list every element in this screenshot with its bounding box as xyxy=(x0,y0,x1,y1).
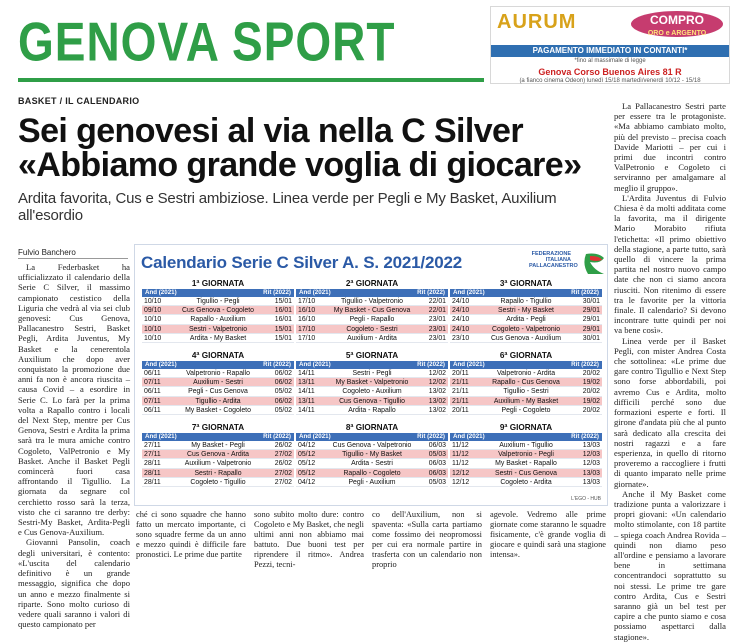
andata-date: 04/12 xyxy=(298,478,316,486)
match-teams: Tigullio - Ardita xyxy=(195,397,241,405)
article-subhead: Ardita favorita, Cus e Sestri ambiziose. Linea verde per Pegli e My Basket, Auxilium all'esordio xyxy=(18,190,557,224)
match-teams: Cus Genova - Ardita xyxy=(186,451,250,459)
ritorno-date: 22/01 xyxy=(428,307,446,315)
matchday-column-header xyxy=(142,361,294,369)
andata-date: 17/10 xyxy=(298,325,316,333)
matchday-title: 4ª GIORNATA xyxy=(191,351,245,360)
andata-date: 11/12 xyxy=(452,451,469,459)
matchday-column-header xyxy=(450,289,602,297)
match-row xyxy=(296,306,448,315)
and-label: And (2021) xyxy=(453,433,485,440)
ad-payment-banner: PAGAMENTO IMMEDIATO IN CONTANTI* xyxy=(491,45,729,57)
match-teams: Tigullio - Valpetronio xyxy=(340,298,404,305)
right-paragraph: Anche il My Basket come tradizione punta a valorizzare i propri giovani: «Un calendario molto stimolante, con 18 partite – spiega coach Andrea Rovida – quindi non diamo peso all'ordine e pensiamo a lavorare bene in settimana concentrandoci soprattutto su noi stessi. Le prime tre gare contro Ardita, Cus e Sestri saranno già un bel test per capire a che punto siamo e cosa possiamo aspettarci dalla stagione». xyxy=(614,488,726,642)
match-row xyxy=(296,334,448,343)
ritorno-date: 20/02 xyxy=(582,388,600,396)
match-teams: My Basket - Cogoleto xyxy=(185,406,251,414)
masthead-title: GENOVA SPORT xyxy=(18,11,396,73)
match-teams: Cogoleto - Auxilium xyxy=(342,388,402,396)
match-teams: Sestri - Valpetronio xyxy=(188,325,248,333)
match-teams: Sestri - Rapallo xyxy=(194,469,242,477)
matchday-column-header xyxy=(296,289,448,297)
matchday-block xyxy=(450,279,602,343)
match-row xyxy=(296,406,448,415)
andata-date: 17/10 xyxy=(298,298,316,305)
match-teams: Rapallo - Cus Genova xyxy=(492,379,560,387)
andata-date: 12/12 xyxy=(452,469,470,477)
match-teams: Sestri - Cus Genova xyxy=(494,469,558,477)
andata-date: 06/11 xyxy=(144,388,161,396)
rit-label: Rit (2022) xyxy=(417,361,445,368)
ad-address: Genova Corso Buenos Aires 81 R xyxy=(538,67,682,77)
article-left-column xyxy=(18,262,130,630)
match-row xyxy=(450,306,602,315)
andata-date: 21/11 xyxy=(452,379,469,387)
andata-date: 24/10 xyxy=(452,316,470,324)
right-paragraph: Linea verde per il Basket Pegli, con mister Andrea Costa che sottolinea: «Le prime due gare contro Tigullio e Next Step sono forse abbordabili, poi avremo Cus e Ardita, molto difficili perché sono due formazioni esperte e forti. Il girone d'andata più che al punto sarà dedicato alla crescita dei nostri ragazzi e a fare esperienza, in quello di ritorno proveremo a raccogliere i frutti di quanto imparato nelle prime giornate». xyxy=(614,335,726,489)
match-teams: My Basket - Pegli xyxy=(191,442,245,449)
and-label: And (2021) xyxy=(145,433,177,440)
andata-date: 14/11 xyxy=(298,406,315,414)
andata-date: 27/11 xyxy=(144,451,161,459)
andata-date: 09/10 xyxy=(144,307,162,315)
matchday-column-header xyxy=(450,361,602,369)
match-teams: Valpetronio - Ardita xyxy=(496,370,556,377)
match-row xyxy=(450,297,602,306)
match-teams: Rapallo - Auxilium xyxy=(190,316,246,324)
ritorno-date: 05/03 xyxy=(428,478,446,486)
andata-date: 05/12 xyxy=(298,469,316,477)
matchday-title: 7ª GIORNATA xyxy=(191,423,245,432)
andata-date: 07/11 xyxy=(144,397,161,405)
andata-date: 27/11 xyxy=(144,442,161,449)
match-teams: Pegli - Rapallo xyxy=(349,316,395,324)
andata-date: 12/12 xyxy=(452,478,470,486)
rit-label: Rit (2022) xyxy=(571,361,599,368)
ritorno-date: 26/02 xyxy=(274,460,292,468)
and-label: And (2021) xyxy=(453,289,485,296)
match-row xyxy=(450,478,602,487)
ritorno-date: 16/01 xyxy=(274,307,292,315)
match-teams: Tigullio - Sestri xyxy=(503,388,549,396)
matchday-block xyxy=(450,423,602,487)
rit-label: Rit (2022) xyxy=(571,433,599,440)
calendar-title: Calendario Serie C Silver A. S. 2021/2022 xyxy=(141,253,462,272)
ritorno-date: 20/02 xyxy=(582,406,600,414)
match-teams: My Basket - Cus Genova xyxy=(333,307,411,315)
ritorno-date: 05/02 xyxy=(274,406,292,414)
ritorno-date: 30/01 xyxy=(582,334,600,342)
andata-date: 14/11 xyxy=(298,370,315,377)
match-teams: My Basket - Valpetronio xyxy=(335,379,409,387)
headline-line-1: Sei genovesi al via nella C Silver xyxy=(18,112,523,150)
match-row xyxy=(450,334,602,343)
andata-date: 17/10 xyxy=(298,334,316,342)
ritorno-date: 13/02 xyxy=(428,406,446,414)
match-teams: Ardita - Sestri xyxy=(351,460,393,468)
match-row xyxy=(142,325,294,334)
andata-date: 14/11 xyxy=(298,388,315,396)
federation-logo-icon xyxy=(550,250,606,278)
match-teams: Cus Genova - Cogoleto xyxy=(181,307,254,315)
ritorno-date: 05/02 xyxy=(274,388,292,396)
ritorno-date: 12/03 xyxy=(582,460,600,468)
ritorno-date: 05/03 xyxy=(428,451,446,459)
match-teams: Cogoleto - Valpetronio xyxy=(491,325,561,333)
rit-label: Rit (2022) xyxy=(263,289,291,296)
graphic-credit: L'EGO - HUB xyxy=(571,496,601,502)
andata-date: 06/11 xyxy=(144,406,161,414)
match-teams: Sestri - Pegli xyxy=(352,370,392,377)
andata-date: 23/10 xyxy=(452,334,470,342)
match-row xyxy=(296,459,448,468)
ritorno-date: 15/01 xyxy=(274,298,292,305)
matchday-column-header xyxy=(450,433,602,441)
match-teams: Rapallo - Cogoleto xyxy=(343,469,401,477)
match-teams: Cogoleto - Ardita xyxy=(500,478,552,486)
match-row xyxy=(450,325,602,334)
ritorno-date: 12/03 xyxy=(582,451,600,459)
match-teams: Ardita - Rapallo xyxy=(348,406,396,414)
article-right-column xyxy=(614,101,726,642)
ritorno-date: 12/02 xyxy=(428,370,446,377)
match-row xyxy=(296,397,448,406)
ritorno-date: 06/02 xyxy=(274,370,292,377)
match-row xyxy=(142,459,294,468)
article-byline: Fulvio Banchero xyxy=(18,248,128,259)
match-row xyxy=(296,325,448,334)
andata-date: 28/11 xyxy=(144,478,161,486)
ritorno-date: 19/02 xyxy=(582,397,600,405)
and-label: And (2021) xyxy=(145,289,177,296)
left-paragraph: Giovanni Pansolin, coach degli universitari, è contento: «L'uscita del calendario definitivo è un grande messaggio, significa che dopo un anno e mezzo finalmente si riparte. Sono molto curioso di vedere quali saranno i valori di questo campionato per xyxy=(18,537,130,630)
match-teams: Cus Genova - Valpetronio xyxy=(332,442,412,449)
matchday-block xyxy=(450,351,602,415)
match-row xyxy=(142,478,294,487)
and-label: And (2021) xyxy=(299,289,331,296)
matchday-title: 1ª GIORNATA xyxy=(191,279,245,288)
match-row xyxy=(296,315,448,324)
andata-date: 06/11 xyxy=(144,370,161,377)
andata-date: 21/11 xyxy=(452,388,469,396)
match-row xyxy=(142,406,294,415)
bottom-column-2: sono subito molto dure: contro Cogoleto e My Basket, che negli ultimi anni non abbiamo mai battuto. Due buoni test per riprendere il ritmo». Andrea Pezzi, tecni- xyxy=(254,510,364,569)
matchday-title: 2ª GIORNATA xyxy=(345,279,399,288)
matchday-block xyxy=(296,351,448,415)
match-row xyxy=(142,450,294,459)
ritorno-date: 12/02 xyxy=(428,379,446,387)
match-row xyxy=(450,469,602,478)
match-teams: Ardita - Pegli xyxy=(506,316,546,324)
rit-label: Rit (2022) xyxy=(571,289,599,296)
andata-date: 20/11 xyxy=(452,406,469,414)
matchday-title: 6ª GIORNATA xyxy=(499,351,553,360)
ritorno-date: 15/01 xyxy=(274,334,292,342)
article-headline xyxy=(18,114,608,182)
ad-badge-title: COMPRO xyxy=(650,13,704,27)
match-teams: Auxilium - Sestri xyxy=(193,379,243,387)
match-row xyxy=(142,297,294,306)
ad-badge-subtitle: ORO e ARGENTO xyxy=(647,30,707,37)
match-teams: Valpetronio - Pegli xyxy=(498,451,554,459)
matchday-block xyxy=(142,351,294,415)
ritorno-date: 23/01 xyxy=(428,334,446,342)
match-row xyxy=(142,441,294,450)
match-row xyxy=(450,406,602,415)
andata-date: 13/11 xyxy=(298,379,315,387)
match-teams: Cogoleto - Sestri xyxy=(346,325,398,333)
match-row xyxy=(142,397,294,406)
and-label: And (2021) xyxy=(299,361,331,368)
ritorno-date: 23/01 xyxy=(428,316,446,324)
match-row xyxy=(450,378,602,387)
matchday-block xyxy=(142,423,294,487)
ritorno-date: 20/02 xyxy=(582,370,600,377)
ritorno-date: 29/01 xyxy=(582,307,600,315)
ritorno-date: 27/02 xyxy=(274,478,292,486)
andata-date: 24/10 xyxy=(452,307,470,315)
right-paragraph: L'Ardita Juventus di Fulvio Chiesa è da molti additata come la favorita, ma il dirigente Mario Morabito rifiuta l'etichetta: «Il primo obiettivo della stagione, a parte tutto, sarà quello di vincere la prima partita nel nostro nuovo campo date che non ci siamo ancora riusciti. Non ritenimo di essere tra le favorite per la vittoria finale. Il calendario? Si devono incontrare tutte quindi per noi va bene così». xyxy=(614,192,726,336)
andata-date: 16/10 xyxy=(298,316,316,324)
ritorno-date: 29/01 xyxy=(582,325,600,333)
match-row xyxy=(296,297,448,306)
calendar-graphic xyxy=(134,244,608,506)
andata-date: 16/10 xyxy=(298,307,316,315)
ritorno-date: 22/01 xyxy=(428,298,446,305)
match-row xyxy=(296,469,448,478)
and-label: And (2021) xyxy=(145,361,177,368)
match-row xyxy=(296,378,448,387)
ad-fine-print: *fino al massimale di legge xyxy=(574,58,646,64)
and-label: And (2021) xyxy=(299,433,331,440)
ritorno-date: 30/01 xyxy=(582,298,600,305)
ritorno-date: 06/02 xyxy=(274,397,292,405)
match-teams: Pegli - Auxilium xyxy=(348,478,396,486)
bottom-column-3: co dell'Auxilium, non si spaventa: «Sulla carta partiamo come fossimo dei neopromossi per cui era normale partire in trasferta con un calendario non proprio xyxy=(372,510,482,569)
ritorno-date: 13/02 xyxy=(428,388,446,396)
match-row xyxy=(450,387,602,396)
ritorno-date: 06/03 xyxy=(428,442,446,449)
andata-date: 28/11 xyxy=(144,469,161,477)
ritorno-date: 29/01 xyxy=(582,316,600,324)
ad-badge xyxy=(631,11,723,37)
ritorno-date: 13/03 xyxy=(582,469,600,477)
match-teams: Auxilium - Ardita xyxy=(347,334,397,342)
left-paragraph: La Federbasket ha ufficializzato il calendario della Serie C Silver, il massimo campionato cestistico della Liguria che vedrà al via sei club genovesi: Cus Genova, Pallacanestro Sestri, Basket Pegli, Ardita Juventus, My Basket e la cenerentola Auxilium che dopo aver conquistato la promozione due anni fa non è ancora riuscita – causa Covid – a esordire in Serie C. Lo farà per la prima volta a Rapallo contro i locali del Next Step, mentre per Cus Genova, Sestri e Ardita la prima sarà tra le mura amiche contro Cogoleto, ValPetronio e My Basket. Anche il Basket Pegli comincerà fuori casa affrontando il Tigullio. La giornata da segnare col cerchietto rosso sarà la terza, visto che ci saranno tre derby: Sestri-My Basket, Ardita-Pegli e Cus Genova-Auxilium. xyxy=(18,262,130,538)
match-teams: Cogoleto - Tigullio xyxy=(190,478,246,486)
match-row xyxy=(450,315,602,324)
match-row xyxy=(296,387,448,396)
ritorno-date: 23/01 xyxy=(428,325,446,333)
masthead-rule xyxy=(18,78,484,82)
ad-brand-logo: AURUM xyxy=(497,11,577,33)
match-teams: Auxilium - Valpetronio xyxy=(184,460,252,468)
match-row xyxy=(450,397,602,406)
match-row xyxy=(142,334,294,343)
matchday-column-header xyxy=(296,433,448,441)
andata-date: 10/10 xyxy=(144,316,162,324)
rit-label: Rit (2022) xyxy=(417,433,445,440)
matchday-column-header xyxy=(142,289,294,297)
advertisement xyxy=(490,6,730,84)
bottom-column-1: ché ci sono squadre che hanno fatto un mercato importante, ci sono squadre ferme da un anno e mezzo quindi è difficile fare pronostici. Le prime due partite xyxy=(136,510,246,559)
match-teams: Pegli - Cogoleto xyxy=(501,406,551,414)
matchday-title: 9ª GIORNATA xyxy=(499,423,553,432)
match-row xyxy=(450,459,602,468)
bottom-column-4: agevole. Vedremo alle prime giornate come staranno le squadre fisicamente, c'è grande voglia di giocare e quindi sarà una stagione intensa». xyxy=(490,510,606,559)
andata-date: 10/10 xyxy=(144,334,162,342)
ritorno-date: 27/02 xyxy=(274,469,292,477)
match-row xyxy=(142,378,294,387)
ritorno-date: 27/02 xyxy=(274,451,292,459)
match-row xyxy=(296,450,448,459)
andata-date: 10/10 xyxy=(144,298,162,305)
match-teams: Sestri - My Basket xyxy=(498,307,554,315)
ritorno-date: 13/03 xyxy=(582,442,600,449)
match-teams: Ardita - My Basket xyxy=(189,334,247,342)
rit-label: Rit (2022) xyxy=(263,433,291,440)
rit-label: Rit (2022) xyxy=(417,289,445,296)
match-row xyxy=(142,369,294,378)
andata-date: 11/12 xyxy=(452,460,469,468)
matchday-column-header xyxy=(142,433,294,441)
andata-date: 24/10 xyxy=(452,325,470,333)
rit-label: Rit (2022) xyxy=(263,361,291,368)
andata-date: 21/11 xyxy=(452,397,469,405)
match-teams: Auxilium - My Basket xyxy=(493,397,559,405)
matchday-block xyxy=(296,279,448,343)
matchday-title: 3ª GIORNATA xyxy=(499,279,553,288)
match-teams: Valpetronio - Rapallo xyxy=(186,370,250,377)
ritorno-date: 26/02 xyxy=(274,442,292,449)
match-teams: Rapallo - Tigullio xyxy=(500,298,552,305)
andata-date: 05/12 xyxy=(298,460,316,468)
matchday-block xyxy=(296,423,448,487)
match-row xyxy=(450,441,602,450)
match-teams: Auxilium - Tigullio xyxy=(499,442,553,449)
ritorno-date: 06/02 xyxy=(274,379,292,387)
ritorno-date: 13/03 xyxy=(582,478,600,486)
andata-date: 20/11 xyxy=(452,370,469,377)
ad-hours: (a fianco cinema Odeon) lunedì 15/18 martedì/venerdì 10/12 - 15/18 xyxy=(519,78,701,84)
match-row xyxy=(142,469,294,478)
matchday-title: 5ª GIORNATA xyxy=(345,351,399,360)
article-kicker: BASKET / IL CALENDARIO xyxy=(18,96,140,106)
ritorno-date: 13/02 xyxy=(428,397,446,405)
match-teams: My Basket - Rapallo xyxy=(495,460,557,468)
matchday-title: 8ª GIORNATA xyxy=(345,423,399,432)
match-teams: Tigullio - Pegli xyxy=(196,298,240,305)
andata-date: 24/10 xyxy=(452,298,470,305)
match-row xyxy=(450,369,602,378)
match-teams: Pegli - Cus Genova xyxy=(188,388,248,396)
federation-name: FEDERAZIONE ITALIANA PALLACANESTRO xyxy=(529,251,578,269)
match-row xyxy=(296,441,448,450)
right-paragraph: La Pallacanestro Sestri parte per essere tra le protagoniste. «Ma abbiamo cambiato molto, più del previsto – precisa coach Davide Mariotti – per cui i primi due incontri contro ValPetronio e Cogoleto ci serviranno per amalgamare al meglio il gruppo». xyxy=(614,101,726,193)
andata-date: 05/12 xyxy=(298,451,316,459)
match-row xyxy=(296,478,448,487)
ritorno-date: 15/01 xyxy=(274,325,292,333)
match-row xyxy=(450,450,602,459)
match-teams: Cus Genova - Auxilium xyxy=(490,334,562,342)
andata-date: 13/11 xyxy=(298,397,315,405)
ritorno-date: 06/03 xyxy=(428,469,446,477)
match-row xyxy=(296,369,448,378)
ritorno-date: 06/03 xyxy=(428,460,446,468)
headline-line-2: «Abbiamo grande voglia di giocare» xyxy=(18,146,582,184)
ritorno-date: 16/01 xyxy=(274,316,292,324)
match-teams: Cus Genova - Tigullio xyxy=(339,397,405,405)
andata-date: 10/10 xyxy=(144,325,162,333)
and-label: And (2021) xyxy=(453,361,485,368)
andata-date: 07/11 xyxy=(144,379,161,387)
matchday-block xyxy=(142,279,294,343)
andata-date: 11/12 xyxy=(452,442,469,449)
match-row xyxy=(142,306,294,315)
match-row xyxy=(142,387,294,396)
match-row xyxy=(142,315,294,324)
ritorno-date: 19/02 xyxy=(582,379,600,387)
match-teams: Tigullio - My Basket xyxy=(342,451,402,459)
andata-date: 28/11 xyxy=(144,460,161,468)
andata-date: 04/12 xyxy=(298,442,316,449)
matchday-column-header xyxy=(296,361,448,369)
